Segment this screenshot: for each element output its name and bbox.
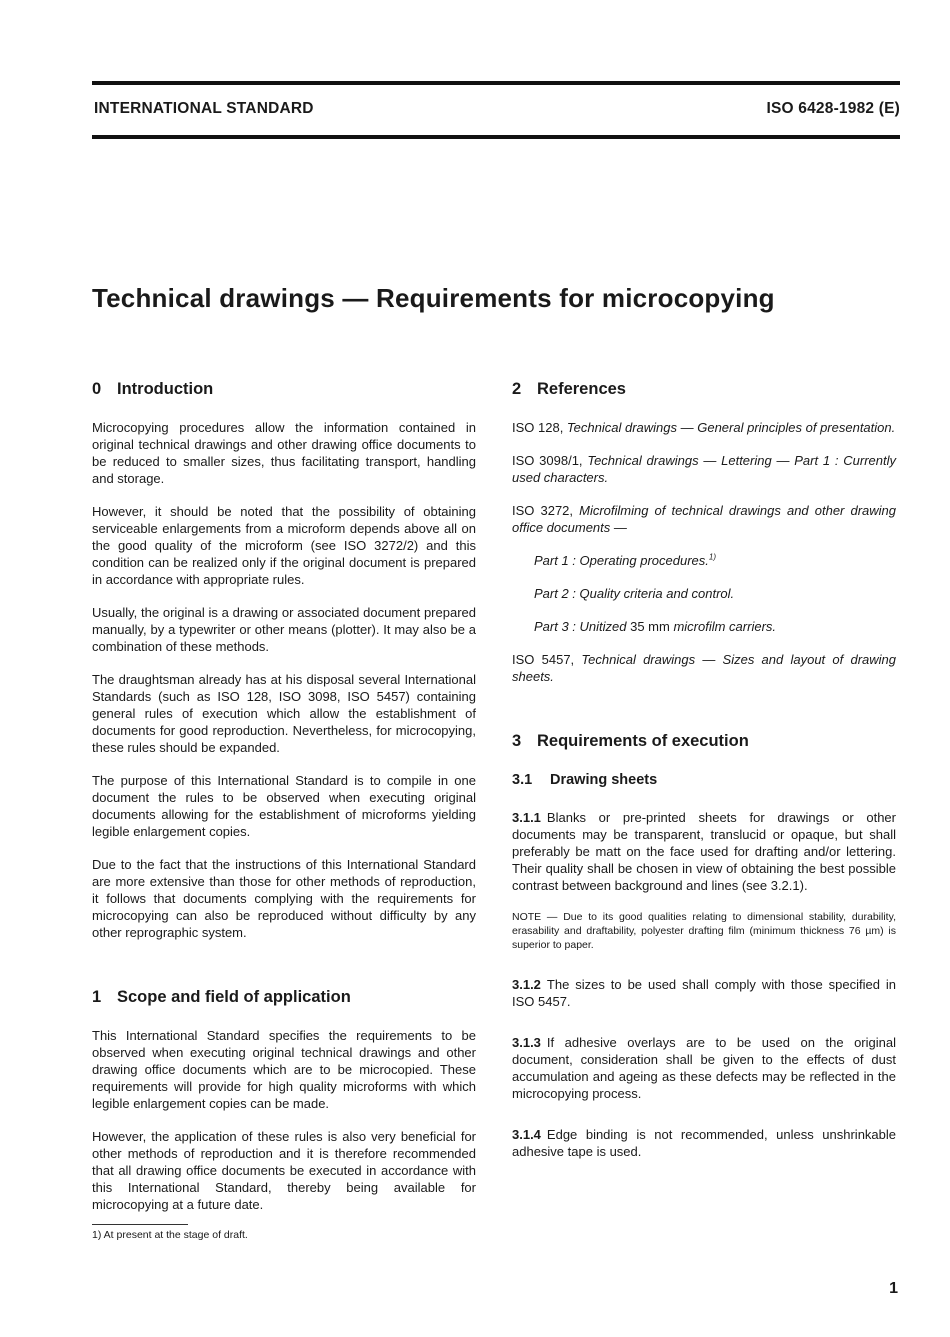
clause-text: If adhesive overlays are to be used on the original document, consideration shall be given to the effects of dust accumulation and ageing as these defects may be reflected in the microcopying process. xyxy=(512,1035,896,1101)
subsection-title: Drawing sheets xyxy=(550,772,658,788)
reference-item xyxy=(512,502,896,536)
clause-text: Edge binding is not recommended, unless unshrinkable adhesive tape is used. xyxy=(512,1127,896,1159)
reference-code: ISO 128, xyxy=(512,420,567,435)
header-bottom-rule xyxy=(92,135,900,139)
section-title: Scope and field of application xyxy=(117,988,351,1006)
section-number: 2 xyxy=(512,380,522,398)
section-number: 3 xyxy=(512,732,522,750)
reference-code: ISO 5457, xyxy=(512,652,582,667)
section-number: 1 xyxy=(92,988,102,1006)
clause-3-1-4 xyxy=(512,1126,896,1160)
subsection-3-1-heading xyxy=(512,771,896,789)
reference-part-size: 35 mm xyxy=(630,619,670,634)
intro-paragraph: However, it should be noted that the possibility of obtaining serviceable enlargements from a microform depends above all on the good quality of the microform (see ISO 3272/2) and this condition can be realized only if the original document is prepared in accordance with appropriate rules. xyxy=(92,504,476,587)
right-column xyxy=(512,379,896,1160)
clause-number: 3.1.2 xyxy=(512,977,541,992)
header-top-rule xyxy=(92,81,900,85)
intro-paragraph: Usually, the original is a drawing or associated document prepared manually, by a typewriter or other means (plotter). It may also be a combination of these methods. xyxy=(92,605,476,654)
intro-paragraph: Due to the fact that the instructions of this International Standard are more extensive than those for other methods of reproduction, it follows that documents complying with the requirements for microcopying can also be reproduced without difficulty by any other reprographic system. xyxy=(92,857,476,940)
clause-3-1-1 xyxy=(512,809,896,894)
section-number: 0 xyxy=(92,380,102,398)
clause-number: 3.1.3 xyxy=(512,1035,541,1050)
footnote: 1) At present at the stage of draft. xyxy=(92,1229,248,1241)
reference-title: Microfilming of technical drawings and other drawing office documents — xyxy=(512,503,896,535)
clause-number: 3.1.1 xyxy=(512,810,541,825)
footnote-marker: 1) xyxy=(708,552,716,562)
clause-text: Blanks or pre-printed sheets for drawings or other documents may be transparent, translucid or opaque, but shall preferably be matt on the face used for drafting and/or lettering. Their quality shall be chosen in view of obtaining the best possible contrast between background and lines (see 3.2.1). xyxy=(512,810,896,893)
section-3-heading xyxy=(512,731,896,751)
reference-title: Technical drawings — Sizes and layout of drawing sheets. xyxy=(512,652,896,684)
clause-number: 3.1.4 xyxy=(512,1127,541,1142)
reference-part-text: Part 1 : Operating procedures. xyxy=(534,553,709,568)
section-2-heading xyxy=(512,379,896,399)
clause-text: The sizes to be used shall comply with those specified in ISO 5457. xyxy=(512,977,896,1009)
reference-part: Part 2 : Quality criteria and control. xyxy=(534,586,735,601)
section-title: Requirements of execution xyxy=(537,732,749,750)
intro-paragraph: Microcopying procedures allow the information contained in original technical drawings and other drawing office documents to be reduced to smaller sizes, thus facilitating transport, handling and storage. xyxy=(92,420,476,486)
reference-part-text: microfilm carriers. xyxy=(669,619,777,634)
scope-paragraph: This International Standard specifies the requirements to be observed when executing original technical drawings and other drawing office documents which are to be microcopied. These requirements will provide for high quality microforms with which legible enlargement copies can be made. xyxy=(92,1028,476,1111)
reference-item xyxy=(512,651,896,685)
reference-code: ISO 3098/1, xyxy=(512,453,588,468)
section-title: Introduction xyxy=(117,380,214,398)
reference-part xyxy=(512,552,896,569)
reference-part xyxy=(512,618,896,635)
reference-code: ISO 3272, xyxy=(512,503,580,518)
intro-paragraph: The purpose of this International Standard is to compile in one document the rules to be observed when executing original documents allowing for the establishment of microforms yielding legible enlargement copies. xyxy=(92,773,476,839)
standard-type-label: INTERNATIONAL STANDARD xyxy=(94,100,314,117)
intro-paragraph: The draughtsman already has at his disposal several International Standards (such as ISO 128, ISO 3098, ISO 5457) containing general rules of execution which allow the establishment of documents for good reproduction. Nevertheless, for microcopying, these rules should be expanded. xyxy=(92,672,476,755)
page-number: 1 xyxy=(889,1280,898,1297)
left-column xyxy=(92,379,476,1213)
reference-item xyxy=(512,452,896,486)
clause-3-1-3 xyxy=(512,1034,896,1102)
footnote-rule xyxy=(92,1224,188,1225)
scope-paragraph: However, the application of these rules is also very beneficial for other methods of reproduction and it is therefore recommended that all drawing office documents be executed in accordance with this International Standard, thereby being available for microcopying at a future date. xyxy=(92,1129,476,1212)
section-1-heading xyxy=(92,987,476,1007)
section-title: References xyxy=(537,380,626,398)
standard-number-label: ISO 6428-1982 (E) xyxy=(766,100,900,117)
note: NOTE — Due to its good qualities relating to dimensional stability, durability, erasability and draftability, polyester drafting film (minimum thickness 76 µm) is superior to paper. xyxy=(512,911,896,951)
subsection-number: 3.1 xyxy=(512,772,533,788)
clause-3-1-2 xyxy=(512,976,896,1010)
document-title: Technical drawings — Requirements for microcopying xyxy=(92,283,775,313)
reference-part-text: Part 3 : Unitized xyxy=(534,619,631,634)
reference-title: Technical drawings — Lettering — Part 1 : Currently used characters. xyxy=(512,453,897,485)
reference-title: Technical drawings — General principles of presentation. xyxy=(566,420,896,435)
section-0-heading xyxy=(92,379,476,399)
reference-item xyxy=(512,419,896,436)
